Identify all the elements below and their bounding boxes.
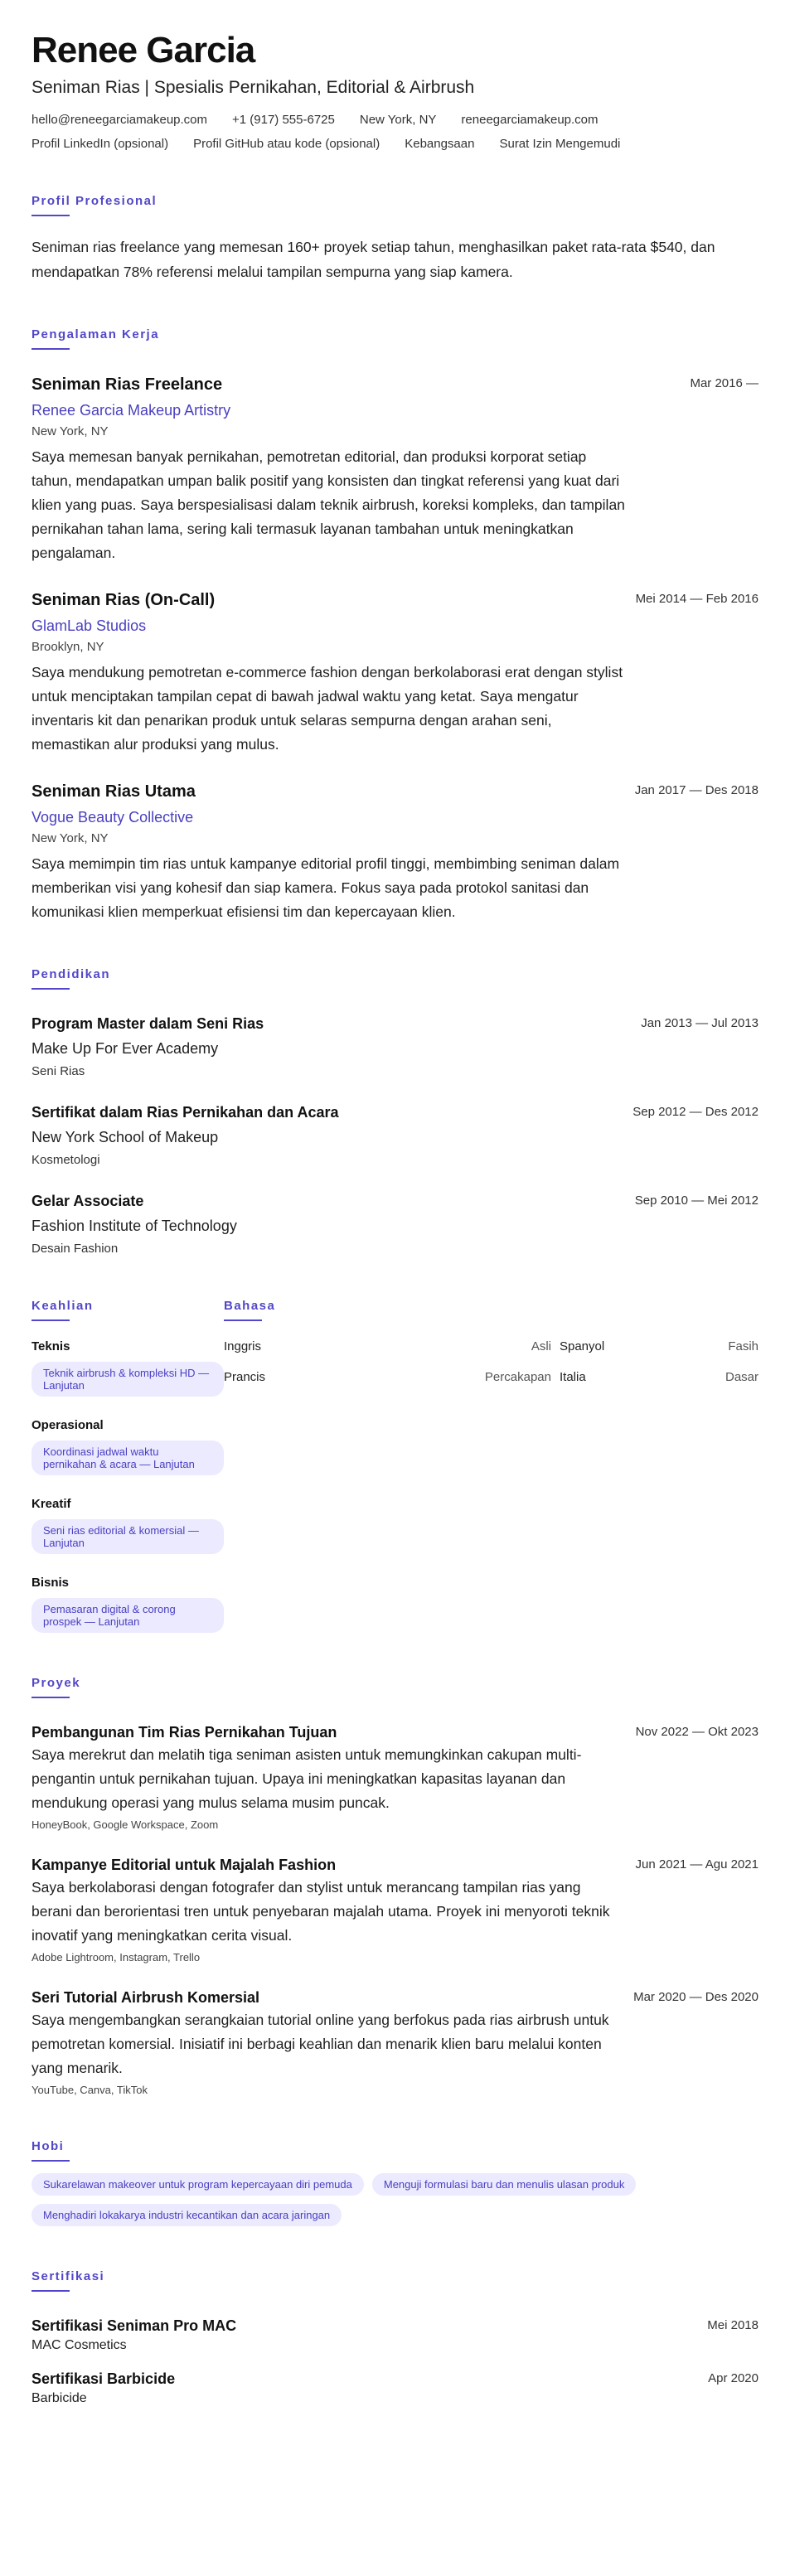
contact-drivers-license: Surat Izin Mengemudi: [499, 137, 621, 151]
contact-github[interactable]: Profil GitHub atau kode (opsional): [193, 137, 380, 151]
section-title-education: Pendidikan: [32, 967, 110, 990]
contact-row-secondary: [32, 137, 758, 151]
hobby-pill: Menguji formulasi baru dan menulis ulasan produk: [372, 2173, 637, 2196]
section-title-projects: Proyek: [32, 1676, 80, 1698]
experience-entry: [32, 588, 758, 757]
hobby-list: [32, 2173, 758, 2226]
experience-entry: [32, 373, 758, 565]
project-title: Pembangunan Tim Rias Pernikahan Tujuan: [32, 1724, 337, 1741]
job-location: New York, NY: [32, 831, 109, 845]
hobbies-section: [32, 2139, 758, 2226]
job-company: Vogue Beauty Collective: [32, 809, 194, 826]
job-date: Jan 2017 — Des 2018: [634, 783, 758, 797]
section-title-skills: Keahlian: [32, 1299, 94, 1321]
job-title: Seniman Rias Utama: [32, 782, 196, 801]
profile-section: [32, 194, 758, 284]
education-date: Jan 2013 — Jul 2013: [641, 1016, 758, 1030]
skill-pill: Teknik airbrush & kompleksi HD — Lanjutan: [32, 1362, 224, 1397]
project-title: Kampanye Editorial untuk Majalah Fashion: [32, 1857, 337, 1873]
projects-section: [32, 1676, 758, 2096]
skill-pill: Koordinasi jadwal waktu pernikahan & acara — Lanjutan: [32, 1441, 224, 1475]
languages-grid: [224, 1339, 758, 1384]
education-field: Kosmetologi: [32, 1153, 100, 1167]
project-title: Seri Tutorial Airbrush Komersial: [32, 1989, 260, 2006]
certification-title: Sertifikasi Barbicide: [32, 2370, 176, 2387]
contact-email[interactable]: hello@reneegarciamakeup.com: [32, 113, 208, 127]
project-description: Saya merekrut dan melatih tiga seniman asisten untuk memungkinkan cakupan multi-pengantin untuk pernikahan tujuan. Upaya ini meningkatkan kapasitas layanan dan mendukung operasi yang mulus selama musim puncak.: [32, 1746, 582, 1811]
hobby-pill: Sukarelawan makeover untuk program kepercayaan diri pemuda: [32, 2173, 364, 2196]
job-title: Seniman Rias Freelance: [32, 375, 223, 394]
education-date: Sep 2010 — Mei 2012: [634, 1194, 758, 1208]
candidate-headline: Seniman Rias | Spesialis Pernikahan, Editorial & Airbrush: [32, 78, 475, 97]
project-entry: [32, 1721, 758, 1831]
contact-website[interactable]: reneegarciamakeup.com: [461, 113, 599, 127]
education-degree: Gelar Associate: [32, 1193, 144, 1209]
certification-entry: [32, 2368, 758, 2406]
certification-title: Sertifikasi Seniman Pro MAC: [32, 2317, 237, 2334]
languages-section: [224, 1299, 758, 1633]
language-level: Dasar: [725, 1370, 758, 1384]
language-name: Spanyol: [559, 1339, 605, 1353]
education-school: Fashion Institute of Technology: [32, 1218, 237, 1234]
skill-category: Kreatif: [32, 1497, 71, 1511]
project-date: Jun 2021 — Agu 2021: [635, 1857, 758, 1871]
education-entry: [32, 1102, 758, 1167]
job-title: Seniman Rias (On-Call): [32, 591, 216, 609]
hobby-pill: Menghadiri lokakarya industri kecantikan dan acara jaringan: [32, 2204, 342, 2226]
education-entry: [32, 1190, 758, 1256]
education-degree: Program Master dalam Seni Rias: [32, 1015, 264, 1032]
skill-category: Operasional: [32, 1418, 104, 1432]
education-field: Seni Rias: [32, 1064, 85, 1078]
skill-pill: Pemasaran digital & corong prospek — Lanjutan: [32, 1598, 224, 1633]
project-date: Mar 2020 — Des 2020: [633, 1990, 758, 2004]
education-date: Sep 2012 — Des 2012: [632, 1105, 758, 1119]
certification-date: Mei 2018: [707, 2318, 758, 2332]
certification-issuer: MAC Cosmetics: [32, 2338, 127, 2352]
education-school: Make Up For Ever Academy: [32, 1040, 219, 1057]
education-entry: [32, 1013, 758, 1078]
section-title-experience: Pengalaman Kerja: [32, 327, 159, 350]
education-field: Desain Fashion: [32, 1242, 119, 1256]
section-title-profile: Profil Profesional: [32, 194, 157, 216]
experience-entry: [32, 780, 758, 924]
project-tools: HoneyBook, Google Workspace, Zoom: [32, 1818, 219, 1831]
resume-header: [32, 30, 758, 151]
contact-nationality: Kebangsaan: [405, 137, 475, 151]
section-title-languages: Bahasa: [224, 1299, 275, 1321]
skills-languages-row: [32, 1299, 758, 1633]
section-title-certifications: Sertifikasi: [32, 2269, 104, 2292]
job-location: Brooklyn, NY: [32, 640, 104, 654]
education-school: New York School of Makeup: [32, 1129, 219, 1145]
job-description: Saya memimpin tim rias untuk kampanye editorial profil tinggi, membimbing seniman dalam memberikan visi yang kohesif dan siap kamera. Fokus saya pada protokol sanitasi dan komunikasi klien memperkuat efisiensi tim dan kepercayaan klien.: [32, 855, 620, 920]
job-location: New York, NY: [32, 424, 109, 438]
certification-issuer: Barbicide: [32, 2391, 87, 2405]
project-description: Saya berkolaborasi dengan fotografer dan stylist untuk merancang tampilan rias yang berani dan berorientasi tren untuk penyebaran majalah utama. Proyek ini menyoroti teknik inovatif yang meningkatkan cerita visual.: [32, 1879, 610, 1944]
job-date: Mar 2016 —: [690, 376, 758, 390]
language-level: Percakapan: [484, 1370, 551, 1384]
skills-section: [32, 1299, 224, 1633]
project-tools: Adobe Lightroom, Instagram, Trello: [32, 1951, 201, 1963]
candidate-name: Renee Garcia: [32, 30, 255, 70]
project-tools: YouTube, Canva, TikTok: [32, 2084, 148, 2096]
certification-entry: [32, 2315, 758, 2353]
job-description: Saya mendukung pemotretan e-commerce fashion dengan berkolaborasi erat dengan stylist untuk menciptakan tampilan cepat di bawah jadwal waktu yang ketat. Saya mengatur inventaris kit dan penarikan produk untuk selaras sempurna dengan arahan seni, memastikan alur produksi yang mulus.: [32, 664, 623, 753]
certification-date: Apr 2020: [708, 2371, 758, 2385]
contact-phone[interactable]: +1 (917) 555-6725: [232, 113, 335, 127]
language-name: Prancis: [223, 1370, 266, 1384]
project-entry: [32, 1854, 758, 1963]
job-date: Mei 2014 — Feb 2016: [635, 592, 758, 606]
experience-section: [32, 327, 758, 924]
job-company: Renee Garcia Makeup Artistry: [32, 402, 231, 419]
skill-category: Teknis: [32, 1339, 70, 1353]
contact-location: New York, NY: [359, 113, 437, 127]
education-section: [32, 967, 758, 1256]
project-date: Nov 2022 — Okt 2023: [635, 1725, 758, 1739]
contact-linkedin[interactable]: Profil LinkedIn (opsional): [32, 137, 169, 151]
section-title-hobbies: Hobi: [32, 2139, 64, 2162]
job-description: Saya memesan banyak pernikahan, pemotretan editorial, dan produksi korporat setiap tahun, mendapatkan umpan balik positif yang konsisten dan tingkat referensi yang kuat dari klien yang puas. Saya berspesialisasi dalam teknik airbrush, koreksi kompleks, dan tampilan pernikahan tahan lama, sering kali termasuk layanan tambahan untuk meningkatkan pengalaman.: [32, 448, 625, 561]
language-name: Inggris: [223, 1339, 262, 1353]
language-name: Italia: [559, 1370, 586, 1384]
project-description: Saya mengembangkan serangkaian tutorial online yang berfokus pada rias airbrush untuk pemotretan komersial. Inisiatif ini berbagi keahlian dan menarik klien baru melalui konten yang menarik.: [32, 2012, 609, 2076]
profile-summary: Seniman rias freelance yang memesan 160+ proyek setiap tahun, menghasilkan paket rata-rata $540, dan mendapatkan 78% referensi melalui tampilan sempurna yang siap kamera.: [32, 239, 715, 280]
job-company: GlamLab Studios: [32, 617, 147, 634]
education-degree: Sertifikat dalam Rias Pernikahan dan Acara: [32, 1104, 339, 1121]
contact-row-primary: [32, 113, 758, 127]
language-level: Asli: [531, 1339, 551, 1353]
certifications-section: [32, 2269, 758, 2406]
skill-category: Bisnis: [32, 1576, 70, 1590]
language-level: Fasih: [728, 1339, 758, 1353]
project-entry: [32, 1987, 758, 2096]
skill-pill: Seni rias editorial & komersial — Lanjutan: [32, 1519, 224, 1554]
